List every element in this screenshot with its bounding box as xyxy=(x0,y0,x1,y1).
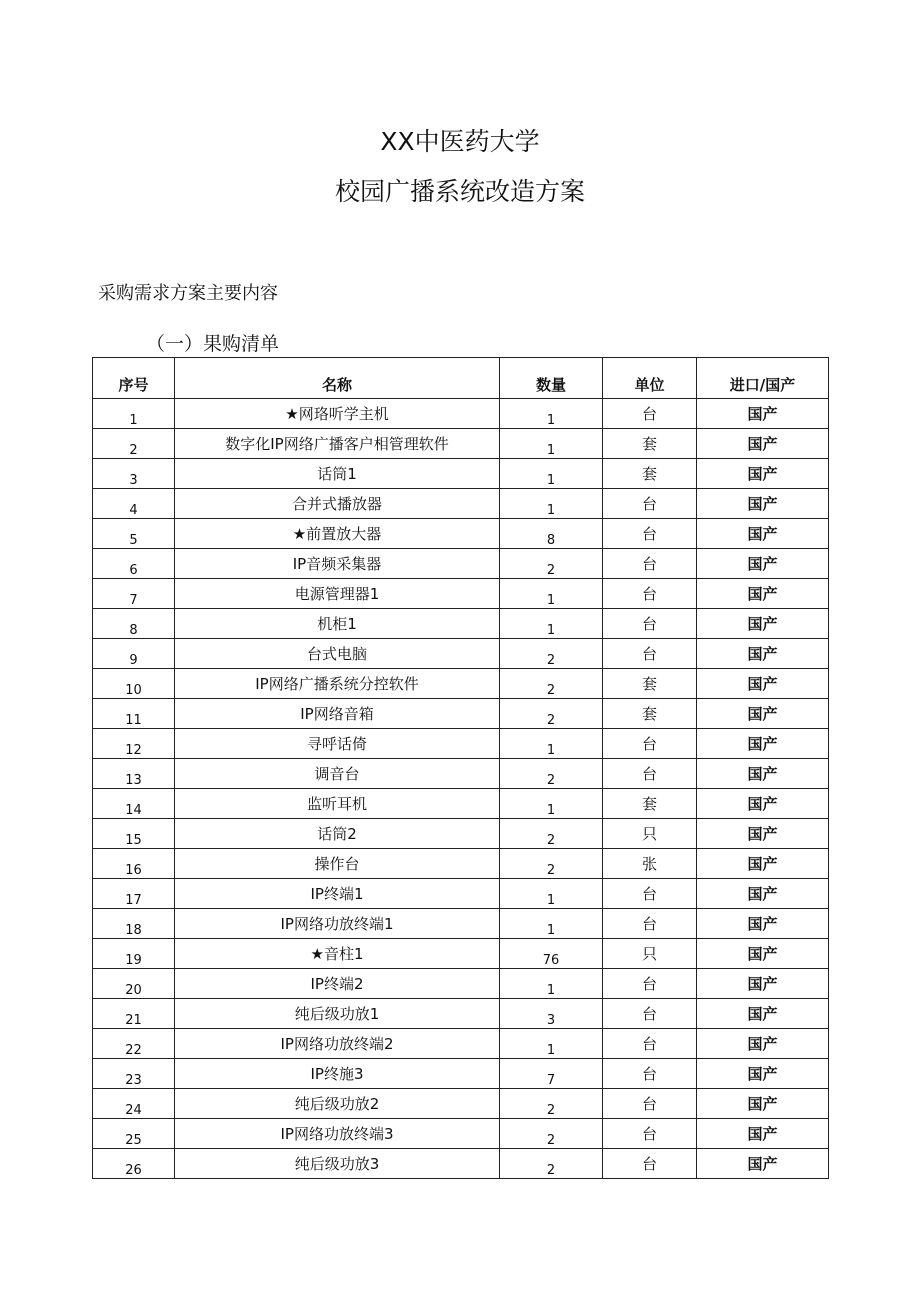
cell-serial-number: 24 xyxy=(93,1089,175,1119)
cell-unit: 台 xyxy=(603,519,697,549)
cell-item-name: 调音台 xyxy=(175,759,500,789)
cell-quantity: 2 xyxy=(500,1089,603,1119)
table-row xyxy=(93,1089,829,1119)
cell-unit: 套 xyxy=(603,789,697,819)
procurement-list-heading: （一）果购清单 xyxy=(146,333,280,355)
table-row xyxy=(93,879,829,909)
cell-item-name: 纯后级功放1 xyxy=(175,999,500,1029)
cell-origin: 国产 xyxy=(697,1119,829,1149)
table-row xyxy=(93,939,829,969)
cell-serial-number: 22 xyxy=(93,1029,175,1059)
cell-origin: 国产 xyxy=(697,639,829,669)
table-row xyxy=(93,849,829,879)
cell-quantity: 1 xyxy=(500,429,603,459)
cell-unit: 台 xyxy=(603,639,697,669)
table-row xyxy=(93,909,829,939)
cell-quantity: 1 xyxy=(500,969,603,999)
cell-item-name: IP终端1 xyxy=(175,879,500,909)
cell-serial-number: 1 xyxy=(93,399,175,429)
cell-item-name: 数字化IP网络广播客户相管理软件 xyxy=(175,429,500,459)
cell-item-name: ★前置放大器 xyxy=(175,519,500,549)
cell-serial-number: 18 xyxy=(93,909,175,939)
cell-item-name: 操作台 xyxy=(175,849,500,879)
cell-serial-number: 26 xyxy=(93,1149,175,1179)
cell-serial-number: 23 xyxy=(93,1059,175,1089)
cell-quantity: 7 xyxy=(500,1059,603,1089)
table-row xyxy=(93,1119,829,1149)
document-title: XX中医药大学 xyxy=(380,127,540,156)
header-item-name: 名称 xyxy=(175,358,500,399)
cell-serial-number: 6 xyxy=(93,549,175,579)
cell-quantity: 2 xyxy=(500,1119,603,1149)
cell-origin: 国产 xyxy=(697,579,829,609)
cell-item-name: 话筒1 xyxy=(175,459,500,489)
cell-origin: 国产 xyxy=(697,429,829,459)
document-subtitle: 校园广播系统改造方案 xyxy=(334,177,585,206)
cell-serial-number: 20 xyxy=(93,969,175,999)
cell-unit: 台 xyxy=(603,999,697,1029)
cell-unit: 台 xyxy=(603,1119,697,1149)
table-row xyxy=(93,999,829,1029)
cell-quantity: 2 xyxy=(500,759,603,789)
cell-unit: 台 xyxy=(603,879,697,909)
table-row xyxy=(93,1149,829,1179)
header-origin: 进口/国产 xyxy=(697,358,829,399)
table-body xyxy=(93,399,829,1179)
cell-unit: 套 xyxy=(603,699,697,729)
cell-quantity: 2 xyxy=(500,669,603,699)
table-row xyxy=(93,699,829,729)
cell-unit: 台 xyxy=(603,759,697,789)
table-row xyxy=(93,819,829,849)
cell-unit: 台 xyxy=(603,489,697,519)
table-row xyxy=(93,729,829,759)
cell-origin: 国产 xyxy=(697,849,829,879)
cell-serial-number: 4 xyxy=(93,489,175,519)
cell-item-name: IP网络音箱 xyxy=(175,699,500,729)
table-row xyxy=(93,489,829,519)
cell-quantity: 1 xyxy=(500,1029,603,1059)
cell-origin: 国产 xyxy=(697,669,829,699)
cell-unit: 台 xyxy=(603,579,697,609)
cell-quantity: 2 xyxy=(500,549,603,579)
cell-serial-number: 8 xyxy=(93,609,175,639)
cell-item-name: 合并式播放器 xyxy=(175,489,500,519)
table-row xyxy=(93,399,829,429)
table-header-row xyxy=(93,358,829,399)
cell-unit: 套 xyxy=(603,429,697,459)
cell-serial-number: 5 xyxy=(93,519,175,549)
cell-item-name: IP网络功放终端3 xyxy=(175,1119,500,1149)
cell-quantity: 2 xyxy=(500,639,603,669)
cell-serial-number: 15 xyxy=(93,819,175,849)
cell-origin: 国产 xyxy=(697,519,829,549)
cell-origin: 国产 xyxy=(697,699,829,729)
procurement-table xyxy=(92,357,829,1179)
cell-origin: 国产 xyxy=(697,1089,829,1119)
cell-origin: 国产 xyxy=(697,609,829,639)
table-row xyxy=(93,1029,829,1059)
cell-origin: 国产 xyxy=(697,549,829,579)
cell-quantity: 2 xyxy=(500,849,603,879)
cell-unit: 台 xyxy=(603,909,697,939)
cell-item-name: 台式电脑 xyxy=(175,639,500,669)
cell-quantity: 1 xyxy=(500,459,603,489)
cell-origin: 国产 xyxy=(697,1149,829,1179)
cell-origin: 国产 xyxy=(697,759,829,789)
cell-serial-number: 17 xyxy=(93,879,175,909)
cell-quantity: 8 xyxy=(500,519,603,549)
cell-unit: 台 xyxy=(603,969,697,999)
cell-serial-number: 3 xyxy=(93,459,175,489)
cell-quantity: 1 xyxy=(500,609,603,639)
cell-item-name: 寻呼话倚 xyxy=(175,729,500,759)
section-heading: 采购需求方案主要内容 xyxy=(98,283,278,304)
cell-quantity: 2 xyxy=(500,819,603,849)
table-row xyxy=(93,579,829,609)
cell-item-name: IP终端2 xyxy=(175,969,500,999)
table-row xyxy=(93,609,829,639)
cell-unit: 套 xyxy=(603,669,697,699)
cell-origin: 国产 xyxy=(697,1059,829,1089)
cell-quantity: 2 xyxy=(500,699,603,729)
cell-quantity: 1 xyxy=(500,489,603,519)
cell-origin: 国产 xyxy=(697,729,829,759)
table-row xyxy=(93,759,829,789)
cell-item-name: IP网络广播系统分控软件 xyxy=(175,669,500,699)
table-row xyxy=(93,789,829,819)
cell-item-name: ★音柱1 xyxy=(175,939,500,969)
cell-quantity: 1 xyxy=(500,399,603,429)
header-serial-number: 序号 xyxy=(93,358,175,399)
cell-origin: 国产 xyxy=(697,819,829,849)
table-row xyxy=(93,639,829,669)
table-row xyxy=(93,669,829,699)
cell-origin: 国产 xyxy=(697,399,829,429)
cell-origin: 国产 xyxy=(697,459,829,489)
cell-serial-number: 19 xyxy=(93,939,175,969)
header-quantity: 数量 xyxy=(500,358,603,399)
cell-item-name: 监听耳机 xyxy=(175,789,500,819)
cell-origin: 国产 xyxy=(697,939,829,969)
table-row xyxy=(93,519,829,549)
cell-quantity: 1 xyxy=(500,729,603,759)
cell-origin: 国产 xyxy=(697,789,829,819)
cell-unit: 台 xyxy=(603,609,697,639)
cell-unit: 台 xyxy=(603,1089,697,1119)
cell-serial-number: 16 xyxy=(93,849,175,879)
cell-serial-number: 13 xyxy=(93,759,175,789)
cell-serial-number: 10 xyxy=(93,669,175,699)
cell-serial-number: 9 xyxy=(93,639,175,669)
cell-quantity: 76 xyxy=(500,939,603,969)
cell-serial-number: 7 xyxy=(93,579,175,609)
cell-origin: 国产 xyxy=(697,999,829,1029)
cell-origin: 国产 xyxy=(697,1029,829,1059)
table-row xyxy=(93,1059,829,1089)
cell-quantity: 2 xyxy=(500,1149,603,1179)
cell-serial-number: 11 xyxy=(93,699,175,729)
cell-quantity: 1 xyxy=(500,579,603,609)
cell-unit: 台 xyxy=(603,1029,697,1059)
cell-unit: 台 xyxy=(603,399,697,429)
cell-item-name: 话筒2 xyxy=(175,819,500,849)
cell-unit: 台 xyxy=(603,549,697,579)
cell-serial-number: 14 xyxy=(93,789,175,819)
cell-unit: 台 xyxy=(603,729,697,759)
cell-item-name: IP网络功放终端2 xyxy=(175,1029,500,1059)
cell-item-name: 纯后级功放3 xyxy=(175,1149,500,1179)
cell-origin: 国产 xyxy=(697,489,829,519)
cell-unit: 张 xyxy=(603,849,697,879)
cell-serial-number: 21 xyxy=(93,999,175,1029)
cell-quantity: 3 xyxy=(500,999,603,1029)
table-row xyxy=(93,429,829,459)
cell-unit: 台 xyxy=(603,1059,697,1089)
cell-quantity: 1 xyxy=(500,909,603,939)
cell-serial-number: 25 xyxy=(93,1119,175,1149)
table-row xyxy=(93,459,829,489)
cell-origin: 国产 xyxy=(697,879,829,909)
cell-unit: 台 xyxy=(603,1149,697,1179)
cell-item-name: 机柜1 xyxy=(175,609,500,639)
cell-item-name: 纯后级功放2 xyxy=(175,1089,500,1119)
cell-unit: 只 xyxy=(603,939,697,969)
cell-item-name: IP终施3 xyxy=(175,1059,500,1089)
cell-quantity: 1 xyxy=(500,879,603,909)
cell-item-name: IP网络功放终端1 xyxy=(175,909,500,939)
table-row xyxy=(93,969,829,999)
cell-quantity: 1 xyxy=(500,789,603,819)
cell-item-name: IP音频采集器 xyxy=(175,549,500,579)
table-row xyxy=(93,549,829,579)
cell-item-name: 电源管理器1 xyxy=(175,579,500,609)
cell-item-name: ★网珞听学主机 xyxy=(175,399,500,429)
cell-unit: 套 xyxy=(603,459,697,489)
cell-unit: 只 xyxy=(603,819,697,849)
cell-origin: 国产 xyxy=(697,969,829,999)
cell-serial-number: 12 xyxy=(93,729,175,759)
cell-origin: 国产 xyxy=(697,909,829,939)
cell-serial-number: 2 xyxy=(93,429,175,459)
header-unit: 单位 xyxy=(603,358,697,399)
